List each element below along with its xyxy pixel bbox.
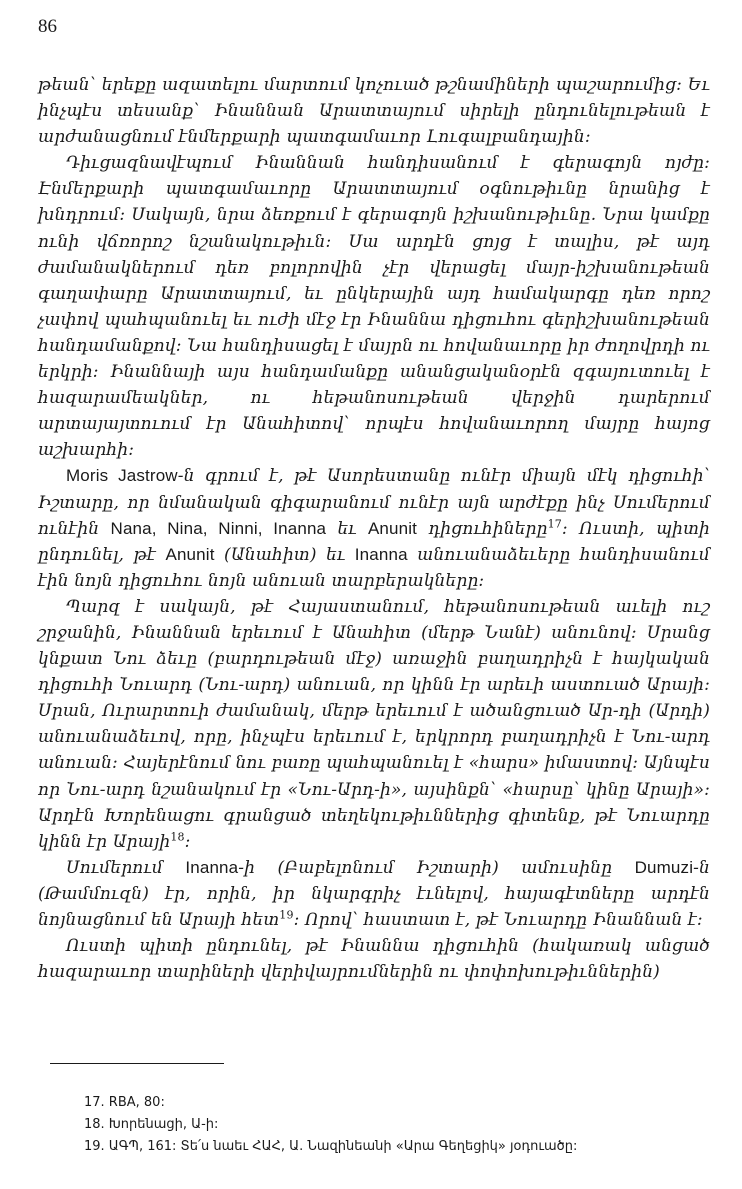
latin-term: Dumuzi	[634, 857, 694, 877]
text-run: :	[184, 831, 191, 852]
text-run: Պարզ է սակայն, թէ Հայաստանում, հեթանոսութեան աւելի ուշ շրջանին, Ինաննան երեւում է Անահիտ (մերթ Նանէ) անունով: Սրանց կնքատ Նու ձեւը (բարդութեան մէջ) առաջին բաղադրիչն է հայկական դիցուհի Նուարդ (Նու-արդ) անուան, որ կինն էր արեւի աստուած Արայի: Սրան, Ուրարտուի ժամանակ, մերթ երեւում է ածանցուած Ար-դի (Արդի) անուանաձեւով, որը, ինչպէս երեւում է, երկրորդ բաղադրիչն է Նու-արդ անուան: Հայերէնում նու բառը պահպանուել է «հարս» իմաստով: Այնպէս որ Նու-արդ նշանակում էր «Նու-Արդ-ի», այսինքն՝ «հարսը՝ կինը Արայի»: Արդէն Խորենացու գրանցած տեղեկութիւններից գիտենք, թէ Նուարդը կինն էր Արայի	[38, 596, 710, 852]
footnotes	[84, 1092, 724, 1158]
latin-term: Moris Jastrow	[66, 466, 178, 486]
text-run: -ն (Թամմուզն) էր, որին, իր նկարգրիչ էւնելով, հայագէտները արդէն նոյնացնում են Արայի հետ	[38, 857, 710, 930]
paragraph	[38, 933, 710, 985]
footnote-19: 19. ԱԳՊ, 161: Տե՛ս նաեւ ՀԱՀ, Ա. Նազինեանի «Արա Գեղեցիկ» յօդուածը:	[84, 1139, 578, 1154]
text-run: թեան՝ երեքը ազատելու մարտում կոչուած թշնամիների պաշարումից: Եւ ինչպէս տեսանք՝ Ինաննան Արատտայում սիրելի ընդունելութեան է արժանացնում էնմերքարի պատգամաւոր Լուգալբանդային:	[38, 75, 710, 148]
paragraph	[38, 150, 710, 463]
text-run: Սումերում	[66, 857, 186, 878]
footnote-separator	[50, 1063, 224, 1064]
text-run: : Ուստի, պիտի ընդունել, թէ	[38, 518, 710, 565]
paragraph	[38, 72, 710, 150]
text-run: Դիւցազնավէպում Ինաննան հանդիսանում է գերագոյն ոյժը: Էնմերքարի պատգամաւորը Արատտայում օգնութիւնը նրանից է խնդրում: Սակայն, նրա ձեռքում է գերագոյն իշխանութիւնը. Նրա կամքը ունի վճռորոշ նշանակութիւն: Սա արդէն ցոյց է տալիս, թէ այդ ժամանակներում դեռ բոլորովին չէր վերացել մայր-իշխանութեան գաղափարը Արատտայում, եւ ընկերային այդ համակարգը դեռ որոշ չափով պահպանուել եւ ուժի մէջ էր Ինաննա դիցուհու գերիշխանութեան հանդամանքով: Նա հանդիսացել է մայրն ու հովանաւորը իր ժողովրդի ու երկրի: Ինաննայի այս հանդամանքը անանցականօրէն զգայուտուել է հազարամեակներ, ու հեթանոսութեան վերջին դարերում արտայայտուում էր Անահիտով՝ որպէս հովանաւորող մայրը հայոց աշխարհի:	[38, 153, 710, 461]
latin-term: Inanna	[354, 544, 408, 564]
footnote-18: 18. Խորենացի, Ա-ի:	[84, 1117, 219, 1132]
page-number: 86	[38, 16, 57, 37]
text-run: -ն գրում է, թէ Ասորեստանը ունէր միայն մէկ դիցուհի՝ Իշտարը, որ նմանական գիգարանում ունէր այն արժէքը ինչ Սումերում ունէին	[38, 466, 710, 539]
text-run: Ուստի պիտի ընդունել, թէ Ինաննա դիցուհին (հակառակ անցած հազարաւոր տարիների վերիվայրումներին ու փոփոխութիւններին)	[38, 936, 710, 983]
text-run: եւ	[326, 518, 368, 539]
latin-term: Anunit	[165, 544, 215, 564]
text-run: -ի (Բաբելոնում Իշտարի) ամուսինը	[238, 857, 635, 878]
paragraph	[38, 594, 710, 855]
text-run: (Անահիտ) եւ	[214, 544, 355, 565]
latin-term: Inanna	[185, 857, 239, 877]
footnote-ref: 19	[279, 908, 294, 922]
paragraph	[38, 855, 710, 933]
footnote-ref: 17	[547, 516, 562, 530]
body-text	[38, 72, 710, 985]
latin-term: Anunit	[367, 518, 418, 538]
text-run: անուանաձեւերը հանդիսանում էին նոյն դիցուհու նոյն անուան տարբերակները:	[38, 544, 710, 591]
paragraph	[38, 463, 710, 593]
latin-term: Nana, Nina, Ninni, Inanna	[110, 518, 327, 538]
text-run: : Որով՝ հաստատ է, թէ Նուարդը Ինաննան է:	[293, 910, 703, 930]
footnote-17: 17. RBA, 80:	[84, 1095, 165, 1110]
footnote-ref: 18	[170, 830, 185, 844]
text-run: դիցուհիները	[417, 518, 548, 539]
